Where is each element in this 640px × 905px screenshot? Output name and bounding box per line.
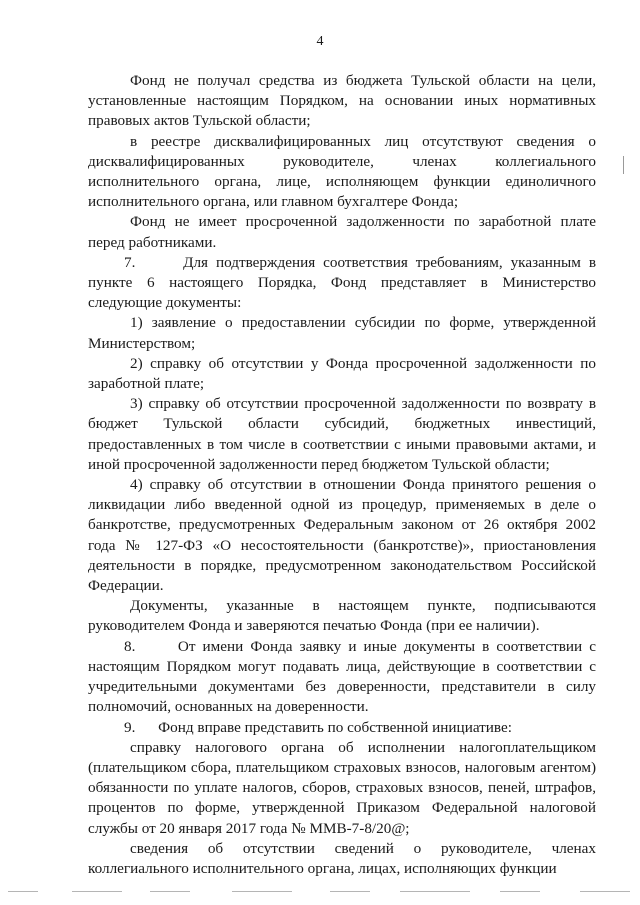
page-number: 4 [316,34,324,49]
scan-mark [623,156,624,174]
list-item: 3) справку об отсутствии просроченной задолженности по возврату в бюджет Тульской области субсидий, бюджетных инвестиций, предоставленных в том числе в соответствии с иными правовыми актами, и иной просроченной задолженности перед бюджетом Тульской области; [88,395,596,473]
list-item: 4) справку об отсутствии в отношении Фонда принятого решения о ликвидации либо введенной одной из процедур, применяемых в деле о банкротстве, предусмотренных Федеральным законом от 26 октября 2002 года № 127-ФЗ «О несостоятельности (банкротстве)», приостановления деятельности в порядке, предусмотренном законодательством Российской Федерации. [88,476,596,595]
list-item: сведения об отсутствии сведений о руководителе, членах коллегиального исполнительного органа, лицах, исполняющих функции [88,839,596,877]
document-body [88,71,600,879]
paragraph: в реестре дисквалифицированных лиц отсутствуют сведения о дисквалифицированных руководителе, членах коллегиального исполнительного органа, лице, исполняющем функции единоличного исполнительного органа, или главном бухгалтере Фонда; [88,132,596,211]
paragraph: Документы, указанные в настоящем пункте, подписываются руководителем Фонда и заверяются печатью Фонда (при ее наличии). [88,597,596,635]
list-item: справку налогового органа об исполнении налогоплательщиком (плательщиком сбора, плательщиком страховых взносов, налоговым агентом) обязанности по уплате налогов, сборов, страховых взносов, пеней, штрафов, процентов по форме, утвержденной Приказом Федеральной налоговой службы от 20 января 2017 года № ММВ-7-8/20@; [88,738,596,837]
paragraph: Фонд не получал средства из бюджета Тульской области на цели, установленные настоящим Порядком, на основании иных нормативных правовых актов Тульской области; [88,72,596,130]
paragraph-item-7: 7. Для подтверждения соответствия требованиям, указанным в пункте 6 настоящего Порядка, Фонд представляет в Министерство следующие документы: [88,253,600,312]
list-item: 2) справку об отсутствии у Фонда просроченной задолженности по заработной плате; [88,354,596,393]
list-item: 1) заявление о предоставлении субсидии по форме, утвержденной Министерством; [88,314,596,352]
paragraph: Фонд не имеет просроченной задолженности по заработной плате перед работниками. [88,213,596,251]
scan-bottom-edge [0,889,640,895]
paragraph-item-9: 9. Фонд вправе представить по собственной инициативе: [124,718,512,736]
paragraph-item-8: 8. От имени Фонда заявку и иные документы в соответствии с настоящим Порядком могут подавать лица, действующие в соответствии с учредительными документами без доверенности, представители в силу полномочий, основанных на доверенности. [88,637,600,716]
